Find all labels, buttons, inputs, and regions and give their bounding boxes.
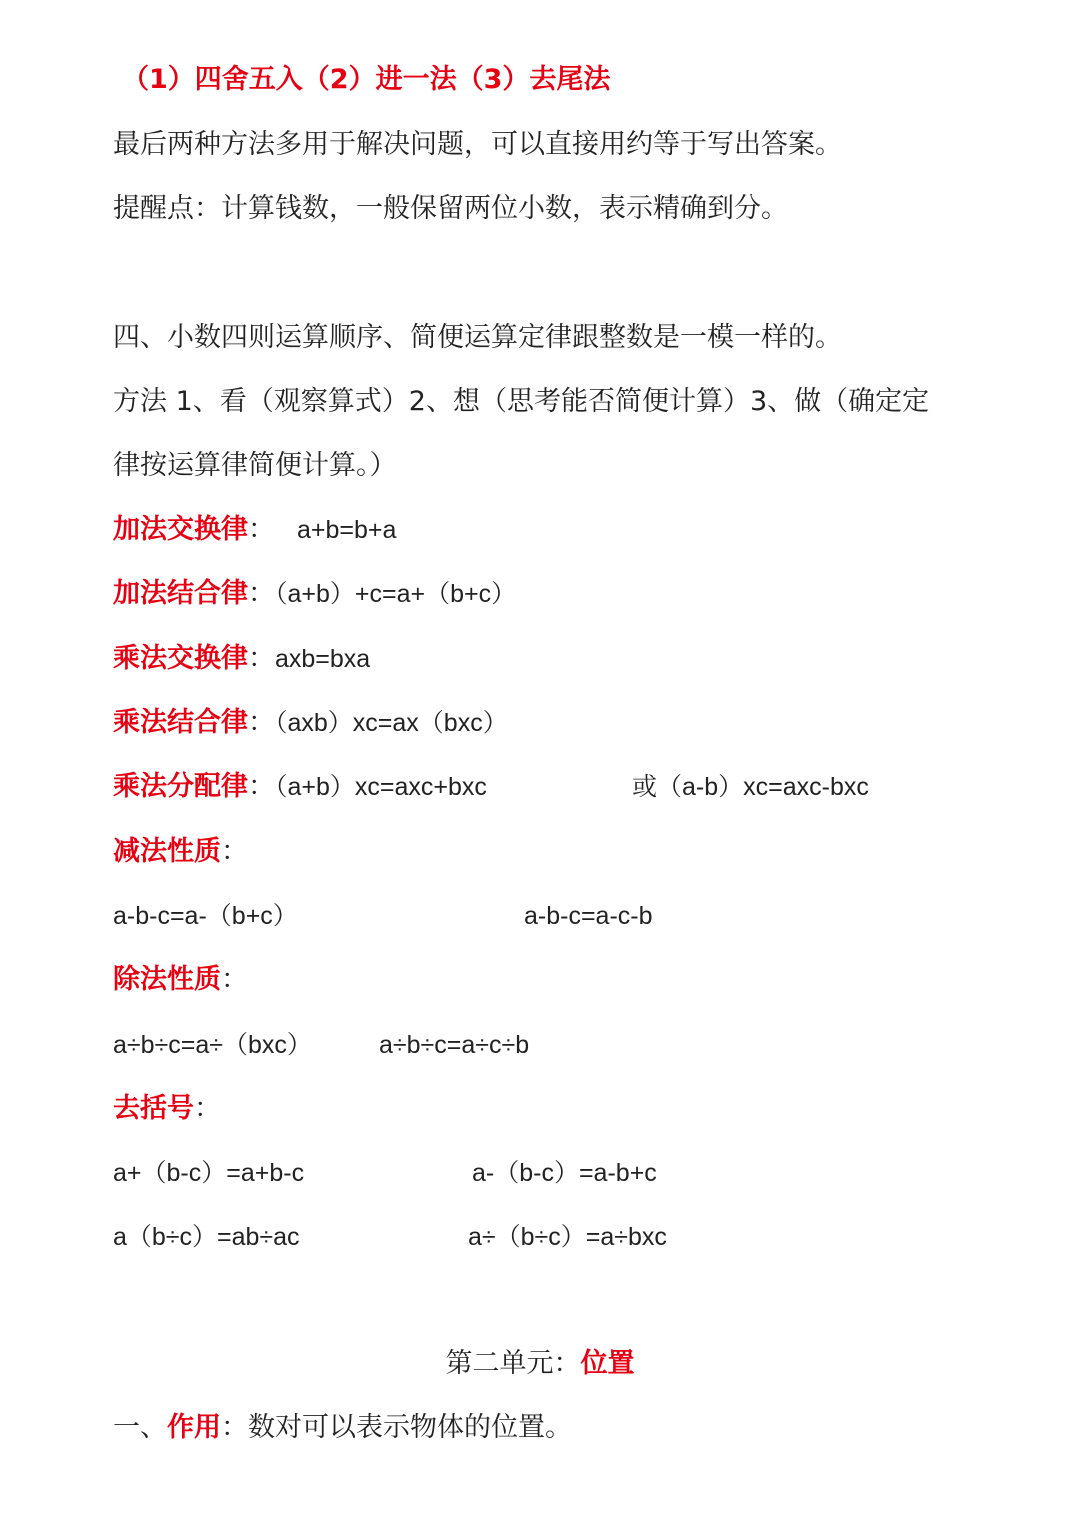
brackets-formula-row2-right: a÷（b÷c）=a÷bxc	[468, 1223, 667, 1251]
law-formula: （axb）xc=ax（bxc）	[275, 709, 508, 737]
law-formula: （a+b）+c=a+（b+c）	[275, 580, 517, 608]
section-4-title: 四、小数四则运算顺序、简便运算定律跟整数是一模一样的。	[113, 322, 842, 353]
subtraction-colon: ：	[221, 836, 248, 867]
law-distributive	[113, 769, 487, 805]
division-colon: ：	[221, 964, 248, 995]
law-distributive-alt: 或（a-b）xc=axc-bxc	[632, 773, 869, 801]
law-colon: ：	[248, 707, 275, 738]
brackets-formula-row1-left: a+（b-c）=a+b-c	[113, 1159, 305, 1187]
law-colon: ：	[248, 514, 275, 545]
law-label: 乘法结合律	[113, 707, 248, 738]
law-label: 加法结合律	[113, 578, 248, 609]
law-colon: ：	[248, 578, 275, 609]
subtraction-label: 减法性质	[113, 836, 221, 867]
law-formula: axb=bxa	[275, 645, 371, 673]
division-formula-2: a÷b÷c=a÷c÷b	[379, 1031, 530, 1059]
division-label: 除法性质	[113, 964, 221, 995]
law-label: 加法交换律	[113, 514, 248, 545]
unit-2-heading	[0, 1346, 1080, 1382]
subtraction-formula-1: a-b-c=a-（b+c）	[113, 902, 298, 930]
law-label: 乘法交换律	[113, 643, 248, 674]
method-line-2: 律按运算律简便计算。）	[113, 450, 397, 481]
brackets-label: 去括号	[113, 1093, 194, 1124]
brackets-formula-row2-left: a（b÷c）=ab÷ac	[113, 1223, 300, 1251]
rounding-methods-heading: （1）四舍五入（2）进一法（3）去尾法	[122, 64, 611, 95]
subtraction-formula-2: a-b-c=a-c-b	[524, 902, 653, 930]
note-money-reminder: 提醒点：计算钱数，一般保留两位小数，表示精确到分。	[113, 193, 788, 224]
law-colon: ：	[248, 643, 275, 674]
law-colon: ：	[248, 771, 275, 802]
law-formula: a+b=b+a	[297, 516, 397, 544]
brackets-heading	[113, 1091, 221, 1127]
section-1-label: 作用	[167, 1412, 221, 1443]
division-formula-1: a÷b÷c=a÷（bxc）	[113, 1031, 312, 1059]
law-multiplication-commutative	[113, 641, 370, 677]
brackets-formula-row1-right: a-（b-c）=a-b+c	[472, 1159, 657, 1187]
law-multiplication-associative	[113, 705, 508, 741]
unit-2-title: 位置	[580, 1348, 635, 1379]
section-1-function	[113, 1410, 572, 1446]
law-addition-associative	[113, 576, 516, 612]
division-property-heading	[113, 962, 248, 998]
subtraction-property-heading	[113, 834, 248, 870]
law-formula: （a+b）xc=axc+bxc	[275, 773, 487, 801]
method-line-1: 方法 1、看（观察算式）2、想（思考能否简便计算）3、做（确定定	[113, 386, 930, 417]
section-1-prefix: 一、	[113, 1412, 167, 1443]
law-addition-commutative	[113, 512, 396, 548]
law-label: 乘法分配律	[113, 771, 248, 802]
note-approx-answer: 最后两种方法多用于解决问题，可以直接用约等于写出答案。	[113, 129, 842, 160]
unit-2-prefix: 第二单元：	[445, 1348, 581, 1379]
brackets-colon: ：	[194, 1093, 221, 1124]
section-1-text: ：数对可以表示物体的位置。	[221, 1412, 572, 1443]
